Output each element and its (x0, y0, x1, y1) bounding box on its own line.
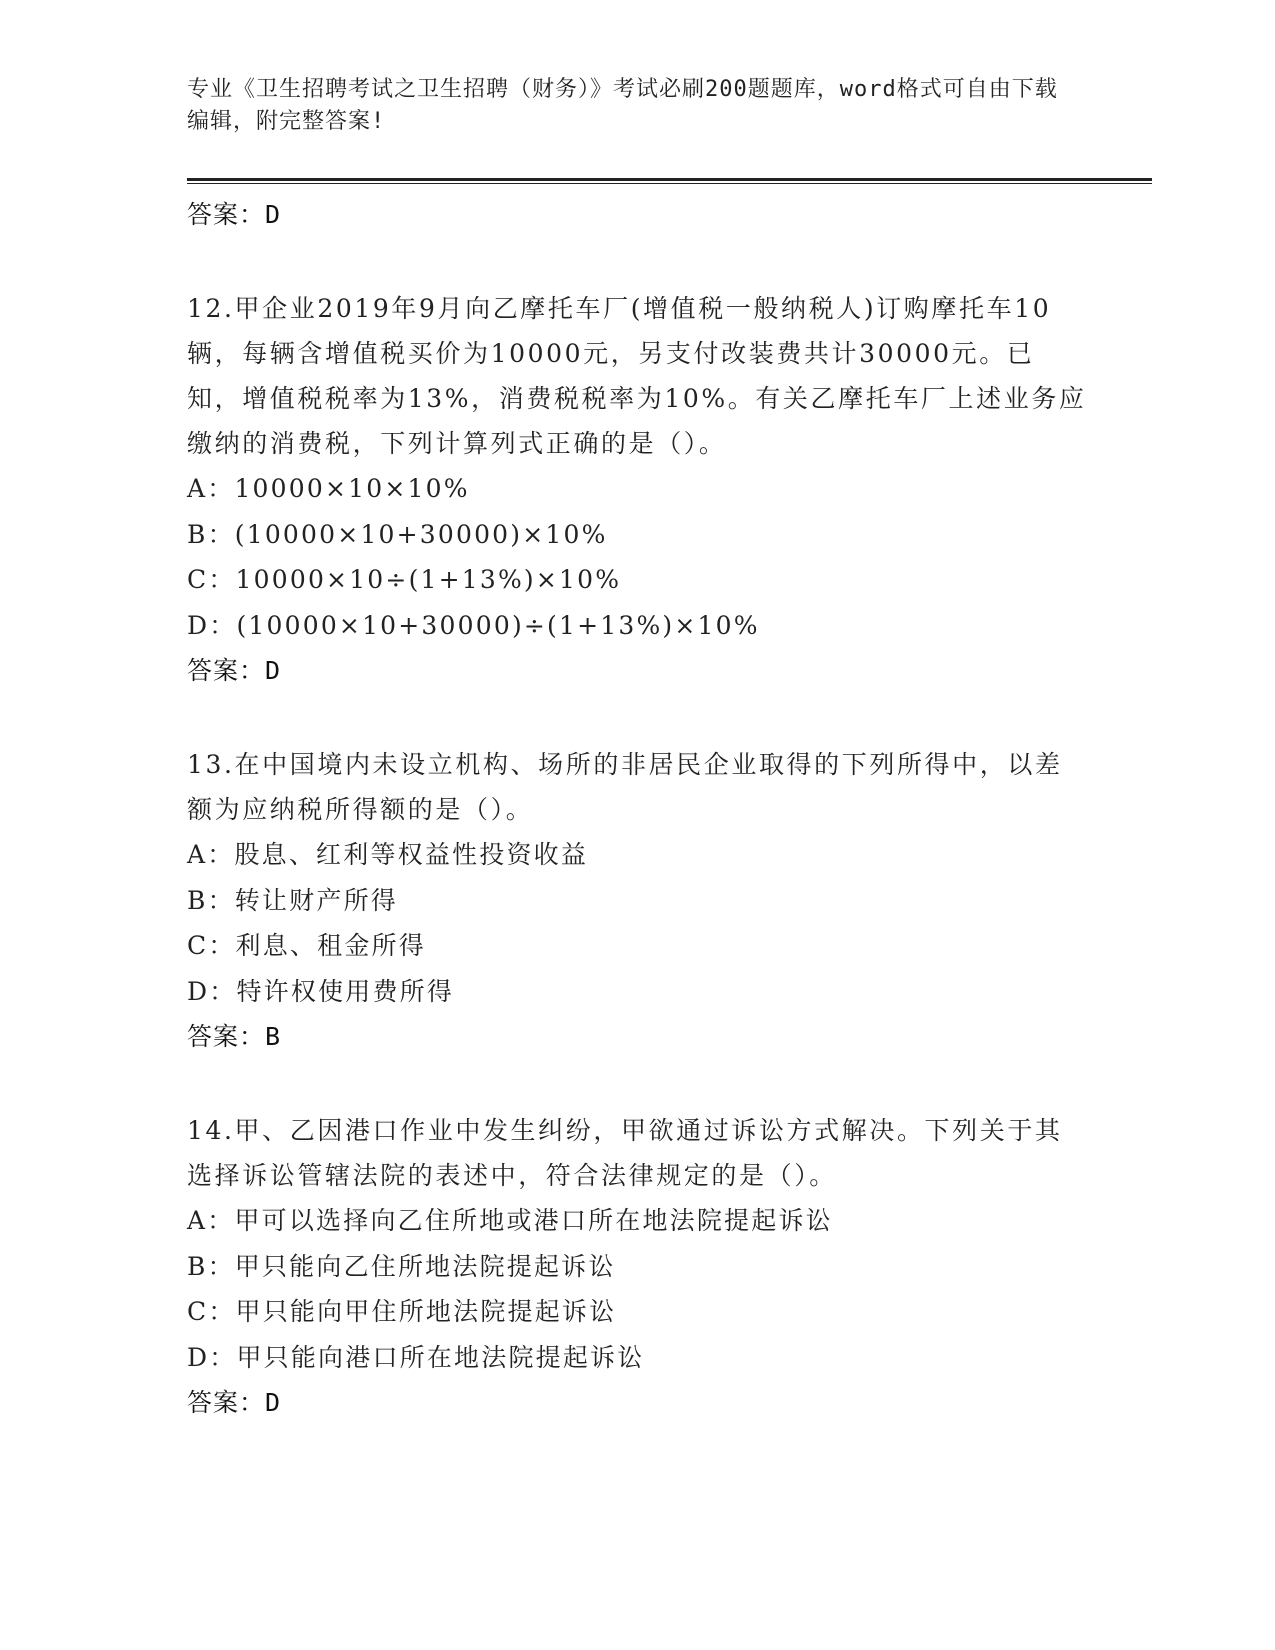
previous-answer: 答案：D (187, 200, 282, 229)
option-c: C：10000×10÷(1+13%)×10% (187, 565, 622, 594)
question-stem: 14.甲、乙因港口作业中发生纠纷，甲欲通过诉讼方式解决。下列关于其选择诉讼管辖法院的表述中，符合法律规定的是（）。 (187, 1116, 1063, 1190)
header-divider-thin (187, 183, 1152, 184)
option-a: A：10000×10×10% (187, 474, 470, 503)
question-14 (187, 1108, 1087, 1426)
question-stem: 12.甲企业2019年9月向乙摩托车厂(增值税一般纳税人)订购摩托车10辆，每辆含增值税买价为10000元，另支付改装费共计30000元。已知，增值税税率为13%，消费税税率为10%。有关乙摩托车厂上述业务应缴纳的消费税，下列计算列式正确的是（）。 (187, 294, 1087, 458)
option-a: A：甲可以选择向乙住所地或港口所在地法院提起诉讼 (187, 1206, 833, 1235)
option-b: B：甲只能向乙住所地法院提起诉讼 (187, 1251, 616, 1281)
question-answer: 答案：B (187, 1022, 282, 1051)
option-b: B：(10000×10+30000)×10% (187, 519, 608, 549)
question-12 (187, 286, 1087, 694)
page-header (187, 74, 1067, 138)
option-d: D：(10000×10+30000)÷(1+13%)×10% (187, 610, 760, 640)
option-a: A：股息、红利等权益性投资收益 (187, 840, 589, 869)
question-list (187, 188, 1087, 1426)
option-d: D：特许权使用费所得 (187, 976, 455, 1006)
header-text: 专业《卫生招聘考试之卫生招聘（财务）》考试必刷200题题库，word格式可自由下载编辑，附完整答案! (187, 77, 1058, 134)
option-c: C：甲只能向甲住所地法院提起诉讼 (187, 1297, 617, 1326)
option-c: C：利息、租金所得 (187, 931, 426, 960)
question-13 (187, 742, 1087, 1060)
question-answer: 答案：D (187, 656, 282, 685)
option-d: D：甲只能向港口所在地法院提起诉讼 (187, 1342, 645, 1372)
header-divider-thick (187, 178, 1152, 181)
option-b: B：转让财产所得 (187, 885, 398, 915)
question-stem: 13.在中国境内未设立机构、场所的非居民企业取得的下列所得中，以差额为应纳税所得额的是（）。 (187, 750, 1063, 824)
question-answer: 答案：D (187, 1388, 282, 1417)
